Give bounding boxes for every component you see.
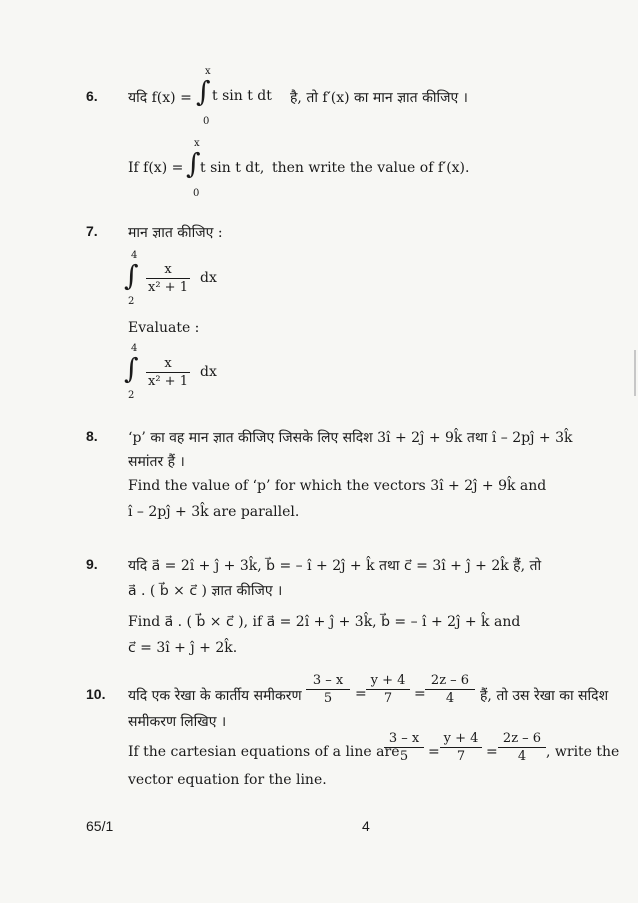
- q7-integral-1-fraction: [146, 262, 190, 295]
- q10-english-fraction-1: [384, 731, 424, 764]
- q8-hindi-line-2: समांतर हैं ।: [128, 454, 185, 470]
- fraction-numerator: y + 4: [370, 673, 406, 688]
- q8-english-line-1: Find the value of ‘p’ for which the vectors 3î + 2ĵ + 9k̂ and: [128, 478, 547, 494]
- fraction-numerator: 3 – x: [388, 731, 420, 746]
- q6-hindi-integral-sign: ∫: [196, 75, 211, 108]
- fraction-denominator: 4: [517, 749, 527, 764]
- q6-hindi-suffix: है, तो f′(x) का मान ज्ञात कीजिए ।: [290, 90, 468, 106]
- q7-integral-1-lower: 2: [128, 296, 135, 307]
- equals-sign: =: [486, 744, 498, 760]
- q8-english-line-2: î – 2pĵ + 3k̂ are parallel.: [128, 504, 300, 520]
- q6-english-suffix: then write the value of f′(x).: [272, 160, 470, 176]
- fraction-bar: [384, 747, 424, 748]
- q6-hindi-prefix: यदि f(x) =: [128, 90, 192, 106]
- q6-english-integral-sign: ∫: [186, 147, 201, 180]
- q10-hindi-fraction-2: [366, 673, 410, 706]
- fraction-bar: [440, 747, 482, 748]
- question-6-number: 6.: [86, 88, 98, 104]
- q6-hindi-upper-limit: x: [205, 66, 211, 77]
- q7-integral-1-dx: dx: [200, 270, 217, 286]
- q7-integral-2-sign: ∫: [124, 352, 139, 385]
- q7-hindi-heading: मान ज्ञात कीजिए :: [128, 225, 223, 241]
- q9-hindi-line-2: a⃗ . ( b⃗ × c⃗ ) ज्ञात कीजिए ।: [128, 583, 283, 599]
- q10-hindi-prefix: यदि एक रेखा के कार्तीय समीकरण: [128, 688, 302, 704]
- q7-integral-2-lower: 2: [128, 390, 135, 401]
- fraction-bar: [146, 278, 190, 279]
- equals-sign: =: [414, 686, 426, 702]
- q6-english-integrand: t sin t dt,: [200, 160, 265, 176]
- q10-english-line-2: vector equation for the line.: [128, 772, 327, 788]
- q10-english-fraction-2: [440, 731, 482, 764]
- q6-hindi-integrand: t sin t dt: [212, 88, 272, 104]
- scan-edge-mark: [634, 350, 636, 396]
- q7-integral-1-numerator: x: [164, 262, 172, 277]
- q7-integral-2-numerator: x: [164, 356, 172, 371]
- paper-code: 65/1: [86, 818, 114, 834]
- q7-integral-1-upper: 4: [131, 250, 138, 261]
- q7-integral-2-upper: 4: [131, 343, 138, 354]
- question-10-number: 10.: [86, 686, 106, 702]
- fraction-denominator: 7: [456, 749, 466, 764]
- question-8-number: 8.: [86, 428, 98, 444]
- q7-integral-1-sign: ∫: [124, 259, 139, 292]
- q10-english-suffix: , write the: [546, 744, 620, 760]
- q7-integral-2-denominator: x² + 1: [148, 374, 188, 389]
- q10-hindi-fraction-1: [306, 673, 350, 706]
- q10-hindi-line-2: समीकरण लिखिए ।: [128, 714, 227, 730]
- q6-english-upper-limit: x: [194, 138, 200, 149]
- q10-english-prefix: If the cartesian equations of a line are: [128, 744, 400, 760]
- fraction-bar: [498, 747, 546, 748]
- fraction-denominator: 5: [323, 691, 333, 706]
- question-7-number: 7.: [86, 223, 98, 239]
- fraction-bar: [366, 689, 410, 690]
- fraction-numerator: y + 4: [443, 731, 479, 746]
- q6-english-lower-limit: 0: [193, 188, 200, 199]
- equals-sign: =: [428, 744, 440, 760]
- q10-hindi-suffix: हैं, तो उस रेखा का सदिश: [480, 688, 609, 704]
- q6-hindi-lower-limit: 0: [203, 116, 210, 127]
- q8-hindi-line-1: ‘p’ का वह मान ज्ञात कीजिए जिसके लिए सदिश 3î + 2ĵ + 9k̂ तथा î – 2pĵ + 3k̂: [128, 430, 573, 446]
- q7-english-heading: Evaluate :: [128, 320, 200, 336]
- fraction-denominator: 5: [399, 749, 409, 764]
- equals-sign: =: [355, 686, 367, 702]
- q9-english-line-1: Find a⃗ . ( b⃗ × c⃗ ), if a⃗ = 2î + ĵ + 3k̂, b⃗ = – î + 2ĵ + k̂ and: [128, 614, 521, 630]
- q7-integral-2-fraction: [146, 356, 190, 389]
- question-9-number: 9.: [86, 556, 98, 572]
- fraction-numerator: 2z – 6: [430, 673, 470, 688]
- fraction-numerator: 2z – 6: [502, 731, 542, 746]
- q7-integral-1-denominator: x² + 1: [148, 280, 188, 295]
- fraction-denominator: 4: [445, 691, 455, 706]
- q7-integral-2-dx: dx: [200, 364, 217, 380]
- fraction-bar: [425, 689, 475, 690]
- fraction-numerator: 3 – x: [312, 673, 344, 688]
- q10-english-fraction-3: [498, 731, 546, 764]
- fraction-bar: [146, 372, 190, 373]
- q6-english-prefix: If f(x) =: [128, 160, 184, 176]
- q10-hindi-fraction-3: [425, 673, 475, 706]
- page-number: 4: [362, 818, 370, 834]
- fraction-denominator: 7: [383, 691, 393, 706]
- q9-english-line-2: c⃗ = 3î + ĵ + 2k̂.: [128, 640, 238, 656]
- q9-hindi-line-1: यदि a⃗ = 2î + ĵ + 3k̂, b⃗ = – î + 2ĵ + k̂ तथा c⃗ = 3î + ĵ + 2k̂ हैं, तो: [128, 558, 542, 574]
- fraction-bar: [306, 689, 350, 690]
